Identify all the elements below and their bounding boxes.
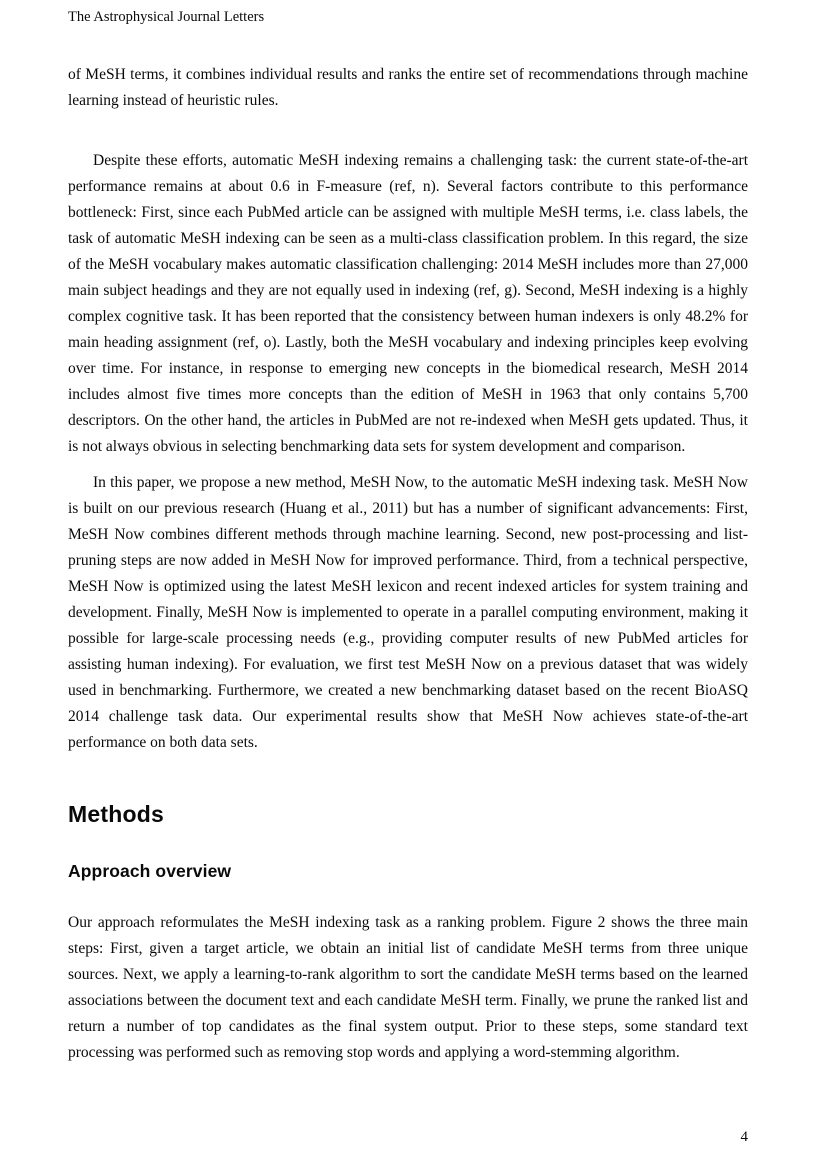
page-number: 4 (740, 1129, 748, 1145)
paragraph-approach-overview: Our approach reformulates the MeSH indexing task as a ranking problem. Figure 2 shows the three main steps: First, given a target article, we obtain an initial list of candidate MeSH terms from three unique sources. Next, we apply a learning-to-rank algorithm to sort the candidate MeSH terms based on the learned associations between the document text and each candidate MeSH term. Finally, we prune the ranked list and return a number of top candidates as the final system output. Prior to these steps, some standard text processing was performed such as removing stop words and applying a word-stemming algorithm. (68, 914, 748, 1061)
paragraph-indexing-challenges: Despite these efforts, automatic MeSH indexing remains a challenging task: the current state-of-the-art performance remains at about 0.6 in F-measure (ref, n). Several factors contribute to this performance bottleneck: First, since each PubMed article can be assigned with multiple MeSH terms, i.e. class labels, the task of automatic MeSH indexing can be seen as a multi-class classification problem. In this regard, the size of the MeSH vocabulary makes automatic classification challenging: 2014 MeSH includes more than 27,000 main subject headings and they are not equally used in indexing (ref, g). Second, MeSH indexing is a highly complex cognitive task. It has been reported that the consistency between human indexers is only 48.2% for main heading assignment (ref, o). Lastly, both the MeSH vocabulary and indexing principles keep evolving over time. For instance, in response to emerging new concepts in the biomedical research, MeSH 2014 includes almost five times more concepts than the edition of MeSH in 1963 that only contains 5,700 descriptors. On the other hand, the articles in PubMed are not re-indexed when MeSH gets updated. Thus, it is not always obvious in selecting benchmarking data sets for system development and comparison. (68, 152, 748, 455)
paragraph-continuation: of MeSH terms, it combines individual results and ranks the entire set of recommendations through machine learning instead of heuristic rules. (68, 66, 748, 109)
paragraph-mesh-now-proposal: In this paper, we propose a new method, MeSH Now, to the automatic MeSH indexing task. MeSH Now is built on our previous research (Huang et al., 2011) but has a number of significant advancements: First, MeSH Now combines different methods through machine learning. Second, new post-processing and list-pruning steps are now added in MeSH Now for improved performance. Third, from a technical perspective, MeSH Now is optimized using the latest MeSH lexicon and recent indexed articles for system training and development. Finally, MeSH Now is implemented to operate in a parallel computing environment, making it possible for large-scale processing needs (e.g., providing computer results of new PubMed articles for assisting human indexing). For evaluation, we first test MeSH Now on a previous dataset that was widely used in benchmarking. Furthermore, we created a new benchmarking dataset based on the recent BioASQ 2014 challenge task data. Our experimental results show that MeSH Now achieves state-of-the-art performance on both data sets. (68, 474, 748, 751)
subsection-heading-approach-overview: Approach overview (68, 861, 232, 881)
section-heading-methods: Methods (68, 801, 164, 827)
running-head: The Astrophysical Journal Letters (68, 9, 265, 25)
